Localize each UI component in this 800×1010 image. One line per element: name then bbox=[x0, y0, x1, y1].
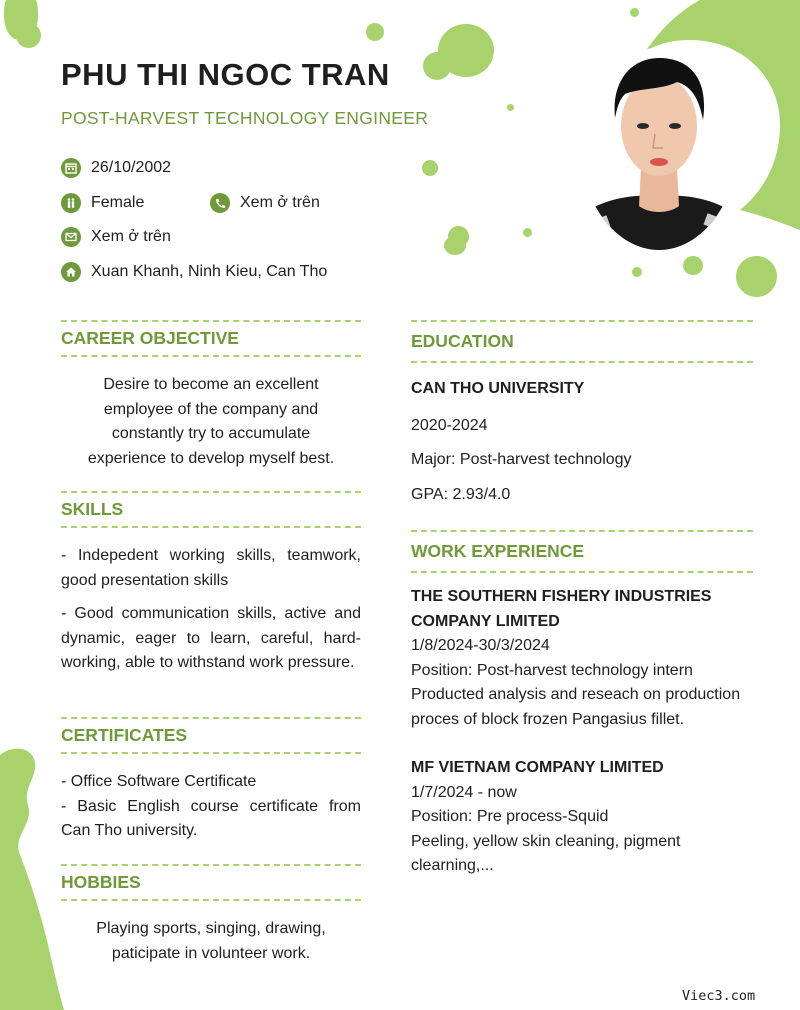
work-entry bbox=[411, 585, 753, 732]
decor-dot bbox=[423, 52, 451, 80]
info-address bbox=[61, 262, 327, 282]
work-period: 1/8/2024-30/3/2024 bbox=[411, 637, 550, 654]
gender-icon bbox=[61, 193, 81, 213]
watermark: Viec3.com bbox=[682, 988, 756, 1004]
work-position: Position: Post-harvest technology intern bbox=[411, 661, 693, 679]
decor-dot bbox=[444, 236, 466, 255]
home-icon bbox=[61, 262, 81, 282]
work-entry bbox=[411, 756, 753, 879]
skills-section bbox=[61, 491, 361, 676]
hobbies-text: Playing sports, singing, drawing, paticipate in volunteer work. bbox=[96, 920, 326, 962]
education-school: CAN THO UNIVERSITY bbox=[411, 380, 585, 397]
certificates-section bbox=[61, 717, 361, 844]
skill-item: - Indepedent working skills, teamwork, good presentation skills bbox=[61, 547, 361, 589]
education-section bbox=[411, 320, 753, 507]
certificate-item: - Basic English course certificate from Can Tho university. bbox=[61, 797, 361, 839]
work-description: Peeling, yellow skin cleaning, pigment clearning,... bbox=[411, 832, 681, 874]
work-position: Position: Pre process-Squid bbox=[411, 808, 609, 825]
info-birthday bbox=[61, 158, 171, 178]
work-experience-heading: WORK EXPERIENCE bbox=[411, 530, 753, 573]
skill-item: - Good communication skills, active and dynamic, eager to learn, careful, hard-working, able to withstand work pressure. bbox=[61, 605, 361, 671]
skills-heading: SKILLS bbox=[61, 491, 361, 528]
hobbies-section bbox=[61, 864, 361, 966]
job-title: POST-HARVEST TECHNOLOGY ENGINEER bbox=[61, 108, 429, 128]
decor-dot bbox=[16, 23, 41, 48]
certificate-item: - Office Software Certificate bbox=[61, 773, 257, 790]
education-heading: EDUCATION bbox=[411, 320, 753, 363]
education-major: Major: Post-harvest technology bbox=[411, 451, 632, 468]
work-company: THE SOUTHERN FISHERY INDUSTRIES COMPANY LIMITED bbox=[411, 588, 712, 630]
info-email bbox=[61, 227, 171, 247]
work-period: 1/7/2024 - now bbox=[411, 783, 517, 801]
info-gender bbox=[61, 193, 144, 213]
work-experience-section bbox=[411, 530, 753, 879]
education-gpa: GPA: 2.93/4.0 bbox=[411, 485, 511, 503]
certificates-heading: CERTIFICATES bbox=[61, 717, 361, 754]
info-phone bbox=[210, 193, 320, 213]
address-value: Xuan Khanh, Ninh Kieu, Can Tho bbox=[91, 263, 328, 280]
email-value: Xem ở trên bbox=[91, 228, 171, 245]
decor-dot bbox=[632, 267, 642, 277]
decor-dot bbox=[422, 160, 438, 176]
decor-dot bbox=[683, 256, 703, 275]
hobbies-heading: HOBBIES bbox=[61, 864, 361, 901]
education-years: 2020-2024 bbox=[411, 416, 488, 434]
decor-blob-bottom-left bbox=[0, 745, 70, 1010]
gender-value: Female bbox=[91, 194, 145, 211]
career-objective-section bbox=[61, 320, 361, 471]
birthday-value: 26/10/2002 bbox=[91, 159, 172, 176]
phone-value: Xem ở trên bbox=[240, 194, 320, 211]
work-description: Producted analysis and reseach on production proces of block frozen Pangasius fillet. bbox=[411, 686, 741, 728]
phone-icon bbox=[210, 193, 230, 213]
calendar-icon bbox=[61, 158, 81, 178]
decor-dot bbox=[736, 256, 777, 297]
career-objective-text: Desire to become an excellent employee of the company and constantly try to accumulate experience to develop myself best. bbox=[87, 376, 335, 467]
decor-dot bbox=[507, 104, 514, 111]
decor-dot bbox=[366, 23, 384, 41]
email-icon bbox=[61, 227, 81, 247]
career-objective-heading: CAREER OBJECTIVE bbox=[61, 320, 361, 357]
decor-dot bbox=[523, 228, 532, 237]
work-company: MF VIETNAM COMPANY LIMITED bbox=[411, 759, 664, 776]
candidate-name: PHU THI NGOC TRAN bbox=[61, 57, 390, 92]
